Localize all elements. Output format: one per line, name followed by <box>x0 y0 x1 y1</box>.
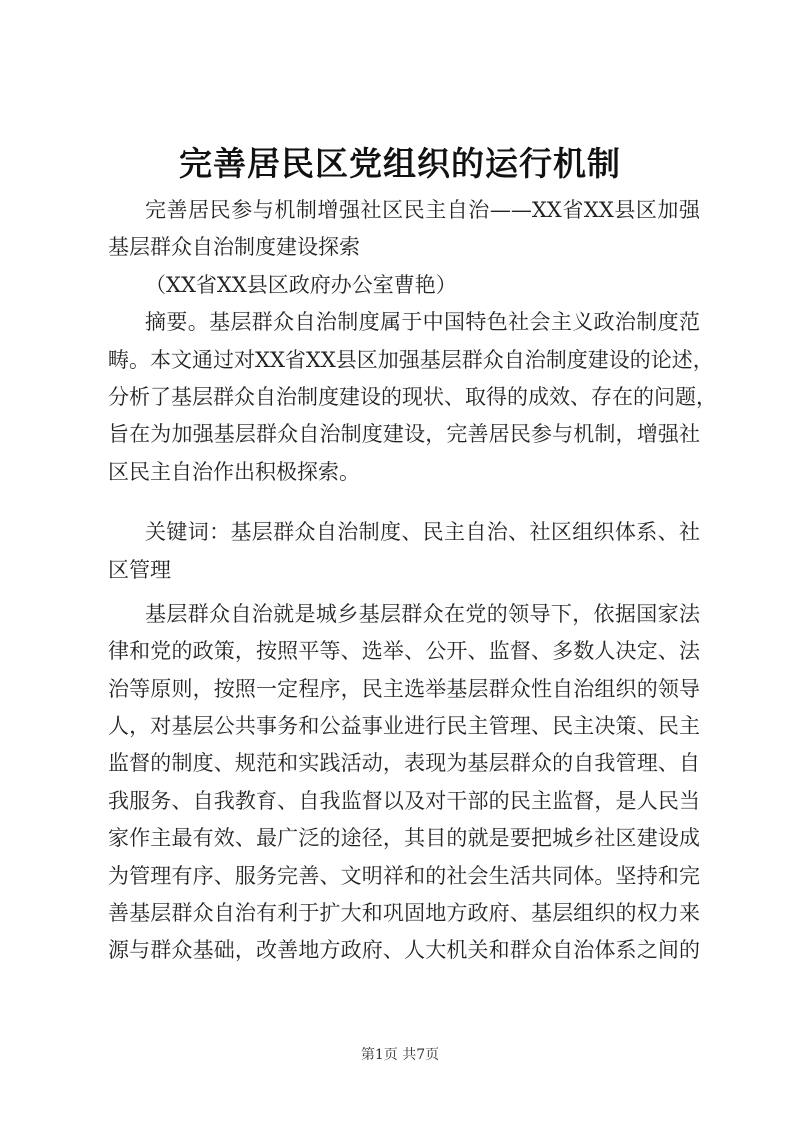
document-body <box>108 192 717 970</box>
body-line: 源与群众基础，改善地方政府、人大机关和群众自治体系之间的 <box>108 938 700 963</box>
body-line: 家作主最有效、最广泛的途径，其目的就是要把城乡社区建设成 <box>108 826 700 851</box>
body-line: 基层群众自治就是城乡基层群众在党的领导下，依据国家法 <box>145 601 700 626</box>
subtitle-line: 基层群众自治制度建设探索 <box>108 235 360 260</box>
abstract-line: 摘要。基层群众自治制度属于中国特色社会主义政治制度范 <box>145 310 700 335</box>
keywords-line: 关键词：基层群众自治制度、民主自治、社区组织体系、社 <box>145 520 700 545</box>
author-line: （XX省XX县区政府办公室曹艳） <box>145 272 457 297</box>
subtitle-line: 完善居民参与机制增强社区民主自治——XX省XX县区加强 <box>145 198 700 222</box>
body-line: 善基层群众自治有利于扩大和巩固地方政府、基层组织的权力来 <box>108 901 700 926</box>
abstract-line: 旨在为加强基层群众自治制度建设，完善居民参与机制，增强社 <box>108 422 700 447</box>
page-number-footer: 第1页 共7页 <box>360 1047 440 1063</box>
keywords-line: 区管理 <box>108 557 171 582</box>
abstract-line: 分析了基层群众自治制度建设的现状、取得的成效、存在的问题， <box>108 384 717 409</box>
body-line: 治等原则，按照一定程序，民主选举基层群众性自治组织的领导 <box>108 676 700 701</box>
abstract-line: 畴。本文通过对XX省XX县区加强基层群众自治制度建设的论述， <box>108 347 714 372</box>
body-line: 我服务、自我教育、自我监督以及对干部的民主监督，是人民当 <box>108 788 700 813</box>
abstract-line: 区民主自治作出积极探索。 <box>108 459 360 484</box>
body-line: 监督的制度、规范和实践活动，表现为基层群众的自我管理、自 <box>108 751 700 776</box>
document-title: 完善居民区党组织的运行机制 <box>179 144 621 183</box>
body-line: 人，对基层公共事务和公益事业进行民主管理、民主决策、民主 <box>108 714 700 739</box>
body-line: 律和党的政策，按照平等、选举、公开、监督、多数人决定、法 <box>108 639 700 664</box>
body-line: 为管理有序、服务完善、文明祥和的社会生活共同体。坚持和完 <box>108 863 700 888</box>
